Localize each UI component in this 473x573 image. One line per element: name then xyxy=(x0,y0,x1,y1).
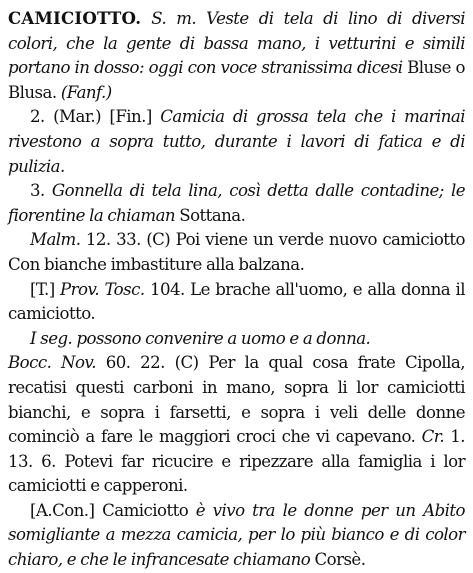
citation-text: Poi viene un verde nuovo camiciotto Con bianche imbastiture alla balzana. xyxy=(8,230,465,274)
sense-3 xyxy=(8,179,465,228)
sense-3-number: 3. xyxy=(30,181,45,201)
citation-definition: è vivo tra le donne per un Abito somigliante a mezza camicia, per lo più bianco e di color chiaro, e che le infrancesate chiamano xyxy=(8,500,465,570)
citation-ref: 1. 13. 6. xyxy=(8,427,466,471)
definition-source: (Fanf.) xyxy=(60,82,112,102)
headword: CAMICIOTTO. xyxy=(8,8,142,28)
entry-definition-main xyxy=(8,6,465,105)
citation-prov-tosc xyxy=(8,278,465,327)
citation-ref: 60. 22. (C) xyxy=(105,353,199,373)
sense-2 xyxy=(8,105,465,179)
sense-2-definition: Camicia di grossa tela che i marinai rivestono a sopra tutto, durante i lavori di fatica e di pulizia. xyxy=(8,107,465,176)
citation-ref: 12. 33. (C) xyxy=(85,230,171,250)
sense-2-tags: (Mar.) [Fin.] xyxy=(53,107,152,127)
citation-bocc xyxy=(8,351,465,499)
definition-text: Veste di tela di lino di diversi colori, che la gente di bassa mano, i vetturini e simili portano in dosso: oggi con voce stranissima dicesi xyxy=(8,9,465,78)
dictionary-entry xyxy=(8,6,465,573)
citation-tag: [T.] xyxy=(30,279,55,299)
sense-3-term: Sottana. xyxy=(179,205,246,225)
citation-source: Cr. xyxy=(421,427,445,447)
sense-2-number: 2. xyxy=(30,107,45,127)
citation-term: Corsè. xyxy=(314,550,366,570)
sense-3-definition: Gonnella di tela lina, così detta dalle contadine; le fiorentine la chiaman xyxy=(8,181,466,225)
citation-ref: 104. xyxy=(149,279,185,299)
citation-source: Prov. Tosc. xyxy=(60,279,145,299)
usage-note: I seg. possono convenire a uomo e a donna. xyxy=(30,328,371,348)
citation-word: Camiciotto xyxy=(102,500,189,520)
citation-tag: [A.Con.] xyxy=(30,500,95,520)
definition-terms: Bluse o Blusa. xyxy=(8,58,465,102)
citation-source: Malm. xyxy=(30,230,81,250)
citation-source: Bocc. Nov. xyxy=(8,353,96,373)
citation-text: Per la qual cosa frate Cipolla, recatisi questi carboni in mano, sopra li lor camiciotti bianchi, e sopra i farsetti, e sopra i veli delle donne cominciò a fare le maggiori croci che vi capevano. xyxy=(8,353,465,447)
citation-acon xyxy=(8,499,465,573)
grammar-label: S. m. xyxy=(151,9,197,28)
citation-text: Le brache all'uomo, e alla donna il camiciotto. xyxy=(8,279,465,324)
citation-malm xyxy=(8,228,465,277)
citation-text: Potevi far ricucire e ripezzare alla famiglia i lor camiciotti e capperoni. xyxy=(8,451,465,496)
